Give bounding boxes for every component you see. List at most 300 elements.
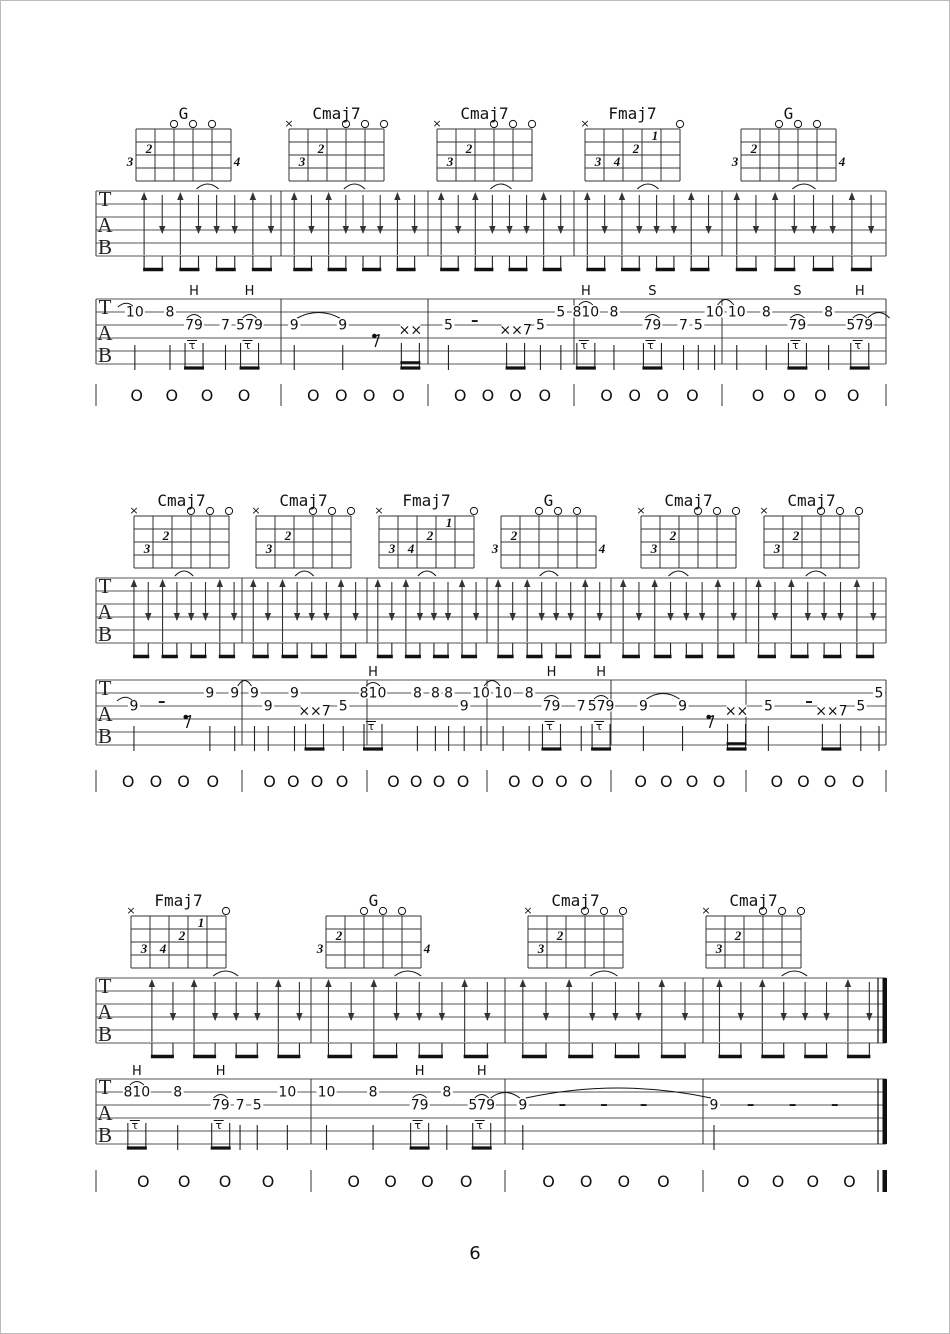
strum-tie-arc <box>637 184 658 189</box>
strum-up-arrowhead <box>759 979 765 987</box>
open-beat-letter: O <box>814 386 827 405</box>
tab-note-number: 79 <box>211 1097 230 1114</box>
open-beat-letter: O <box>628 386 641 405</box>
finger-number: 1 <box>197 915 205 930</box>
finger-number: 1 <box>445 515 453 530</box>
muted-string-marker: × <box>636 504 646 517</box>
chord-name: G <box>783 104 794 123</box>
tab-note-number: 5 <box>856 698 866 715</box>
chord-diagram-Cmaj7 <box>636 491 739 568</box>
chord-name: Cmaj7 <box>279 491 328 510</box>
finger-number: 2 <box>750 141 758 156</box>
open-string-marker <box>713 507 720 514</box>
strum-up-arrowhead <box>854 579 860 587</box>
sheet-music-svg <box>1 1 950 1334</box>
strum-up-arrowhead <box>291 192 297 200</box>
chord-name: Fmaj7 <box>154 891 203 910</box>
hammer-on-letter: H <box>596 665 606 680</box>
tab-note-number: 79 <box>643 317 662 334</box>
strum-tie-arc <box>669 571 689 576</box>
muted-string-marker: × <box>129 504 139 517</box>
open-beat-letter: O <box>770 772 784 791</box>
open-string-marker <box>836 507 843 514</box>
tab-note-number: 10 <box>317 1084 336 1101</box>
muted-string-marker: × <box>580 117 590 130</box>
finger-number: 2 <box>632 141 640 156</box>
open-beat-letter: O <box>335 772 349 791</box>
open-beat-letter: O <box>797 772 810 791</box>
chord-diagram-Cmaj7 <box>759 491 862 568</box>
tab-note-number: 79 <box>410 1097 429 1114</box>
chord-diagram-Cmaj7 <box>432 104 535 181</box>
thumb-marker: τ <box>595 720 603 733</box>
finger-number: 1 <box>651 128 659 143</box>
open-string-marker <box>379 907 386 914</box>
open-string-marker <box>208 120 215 127</box>
open-beat-letter: O <box>456 772 470 791</box>
open-beat-letter: O <box>685 772 699 791</box>
open-beat-letter: O <box>579 772 593 791</box>
open-beat-letter: O <box>334 386 348 405</box>
strum-up-arrowhead <box>131 579 137 587</box>
strum-up-arrowhead <box>772 192 778 200</box>
strum-up-arrowhead <box>659 979 665 987</box>
open-beat-letter: O <box>579 1172 593 1191</box>
finger-number: 2 <box>556 928 564 943</box>
open-string-marker <box>189 120 196 127</box>
strum-up-arrowhead <box>279 579 285 587</box>
finger-number: 3 <box>140 941 148 956</box>
slur-arc <box>646 694 679 700</box>
open-beat-letter: O <box>421 1172 434 1191</box>
open-beat-letter: O <box>851 772 865 791</box>
open-beat-letter: O <box>261 1172 275 1191</box>
finger-number: 2 <box>145 141 153 156</box>
thumb-marker: τ <box>854 339 862 352</box>
open-beat-letter: O <box>263 772 276 791</box>
finger-number: 2 <box>162 528 170 543</box>
finger-number: 3 <box>594 154 602 169</box>
tab-note-number: 8 <box>412 685 422 702</box>
thumb-marker: τ <box>188 339 196 352</box>
staff-clef-letter-B: B <box>97 1123 113 1147</box>
open-string-marker <box>360 907 367 914</box>
tab-note-number: 5 <box>252 1097 262 1114</box>
open-beat-letter: O <box>736 1172 750 1191</box>
tab-note-number: 7 <box>235 1097 245 1114</box>
tab-note-number: 9 <box>290 685 299 702</box>
open-beat-letter: O <box>656 386 670 405</box>
open-beat-letter: O <box>686 386 699 405</box>
tab-note-number: 10 <box>705 304 724 321</box>
open-string-marker <box>347 507 354 514</box>
tab-note-number: 9 <box>678 698 688 715</box>
chord-diagram-G <box>126 104 241 181</box>
system-2 <box>96 491 886 792</box>
hammer-on-letter: H <box>215 1064 226 1079</box>
strum-up-arrowhead <box>619 192 625 200</box>
finger-number: 2 <box>510 528 518 543</box>
hammer-on-letter: H <box>189 284 199 299</box>
tab-note-number: 5 <box>556 304 566 321</box>
tab-note-number: 8 <box>524 685 534 702</box>
strum-up-arrowhead <box>734 192 740 200</box>
finger-number: 4 <box>838 154 846 169</box>
finger-number: 3 <box>650 541 658 556</box>
finger-number: 4 <box>423 941 431 956</box>
tab-note-number: 579 <box>468 1097 496 1114</box>
finger-number: 4 <box>613 154 621 169</box>
strum-up-arrowhead <box>459 579 465 587</box>
open-beat-letter: O <box>657 1172 670 1191</box>
tab-note-number: 79 <box>788 317 807 334</box>
tab-note-number: 10 <box>472 685 490 702</box>
open-string-marker <box>380 120 387 127</box>
thumb-marker: τ <box>244 339 251 352</box>
open-beat-letter: O <box>509 386 522 405</box>
open-string-marker <box>794 120 801 127</box>
open-beat-letter: O <box>218 1172 232 1191</box>
staff-clef-letter-B: B <box>97 724 113 748</box>
muted-string-marker: × <box>432 117 442 130</box>
finger-number: 4 <box>407 541 415 556</box>
thumb-marker: τ <box>414 1119 421 1132</box>
chord-diagram-Fmaj7 <box>580 104 683 181</box>
chord-diagram-Cmaj7 <box>251 491 354 568</box>
strum-up-arrowhead <box>141 192 147 200</box>
open-beat-letter: O <box>453 386 467 405</box>
strum-up-arrowhead <box>584 192 590 200</box>
tab-note-number: 9 <box>250 685 259 702</box>
hammer-on-letter: H <box>244 284 255 299</box>
tab-note-number: 5 <box>874 685 884 702</box>
strum-up-arrowhead <box>325 192 331 200</box>
staff-clef-letter-A: A <box>97 321 113 345</box>
chord-name: Fmaj7 <box>608 104 657 123</box>
open-string-marker <box>619 907 626 914</box>
open-beat-letter: O <box>200 386 214 405</box>
open-beat-letter: O <box>846 386 860 405</box>
finger-number: 2 <box>669 528 677 543</box>
open-beat-letter: O <box>432 772 446 791</box>
open-beat-letter: O <box>409 772 423 791</box>
strum-up-arrowhead <box>566 979 572 987</box>
tab-note-number: 9 <box>518 1097 528 1114</box>
tab-dash: – <box>558 1095 567 1113</box>
tab-note-number: 8 <box>430 685 440 702</box>
open-string-marker <box>328 507 335 514</box>
open-beat-letter: O <box>392 386 405 405</box>
tab-dash: – <box>746 1095 755 1113</box>
finger-number: 3 <box>388 541 396 556</box>
tab-note-number: ××7 <box>298 703 331 720</box>
strum-up-arrowhead <box>788 579 794 587</box>
finger-number: 4 <box>598 541 606 556</box>
strum-up-arrowhead <box>375 579 381 587</box>
tab-dash: – <box>157 692 166 711</box>
tab-note-number: 9 <box>129 698 139 715</box>
tab-note-number: 579 <box>236 317 263 334</box>
finger-number: 2 <box>426 528 434 543</box>
finger-number: 3 <box>446 154 454 169</box>
staff-clef-letter-T: T <box>98 1075 112 1099</box>
strum-up-arrowhead <box>250 579 256 587</box>
chord-name: Cmaj7 <box>729 891 778 910</box>
tab-note-number: 5 <box>763 698 773 715</box>
open-string-marker <box>170 120 177 127</box>
staff-clef-letter-A: A <box>97 600 113 624</box>
open-beat-letter: O <box>149 772 163 791</box>
open-beat-letter: O <box>531 772 545 791</box>
chord-name: G <box>178 104 189 123</box>
strum-tie-arc <box>540 571 559 576</box>
hammer-on-letter: H <box>131 1064 142 1079</box>
staff-clef-letter-A: A <box>97 1101 113 1125</box>
strum-tie-arc <box>295 571 314 576</box>
chord-name: Cmaj7 <box>787 491 836 510</box>
open-string-marker <box>535 507 542 514</box>
page-number: 6 <box>469 1243 481 1264</box>
thumb-marker: τ <box>580 339 588 352</box>
open-beat-letter: O <box>782 386 796 405</box>
open-string-marker <box>398 907 405 914</box>
open-string-marker <box>509 120 516 127</box>
open-beat-letter: O <box>384 1172 397 1191</box>
strum-up-arrowhead <box>755 579 761 587</box>
staff-clef-letter-B: B <box>97 622 113 646</box>
thumb-marker: τ <box>476 1119 484 1132</box>
slur-arc <box>526 1088 711 1098</box>
strum-tie-arc <box>782 971 807 976</box>
open-beat-letter: O <box>137 1172 150 1191</box>
strum-up-arrowhead <box>849 192 855 200</box>
strum-up-arrowhead <box>524 579 530 587</box>
final-thick-barline <box>883 978 888 1043</box>
finger-number: 2 <box>792 528 800 543</box>
chord-row <box>126 104 846 181</box>
tab-note-number: 579 <box>846 317 874 334</box>
slide-letter: S <box>648 284 657 299</box>
muted-string-marker: × <box>701 904 711 917</box>
chord-diagram-G <box>731 104 846 181</box>
chord-diagram-G <box>316 891 431 968</box>
tab-note-number: 8 <box>609 304 619 321</box>
muted-string-marker: × <box>251 504 261 517</box>
finger-number: 4 <box>233 154 241 169</box>
strum-up-arrowhead <box>177 192 183 200</box>
open-beat-letter: O <box>507 772 521 791</box>
tab-note-number: 7 <box>576 698 586 715</box>
tab-note-number: 10 <box>125 304 144 321</box>
staff-clef-letter-T: T <box>98 974 112 998</box>
strum-tie-arc <box>196 184 218 189</box>
strum-up-arrowhead <box>394 192 400 200</box>
hammer-on-letter: H <box>368 665 378 680</box>
tab-note-number: 5 <box>443 317 453 334</box>
open-string-marker <box>775 120 782 127</box>
strum-up-arrowhead <box>540 192 546 200</box>
strum-staff-group <box>96 971 887 1057</box>
tab-staff-group <box>96 665 886 751</box>
open-beat-letter: O <box>286 772 300 791</box>
tab-dash: – <box>470 311 479 330</box>
chord-name: Cmaj7 <box>312 104 361 123</box>
strum-up-arrowhead <box>845 979 851 987</box>
strum-up-arrowhead <box>495 579 501 587</box>
open-string-marker <box>470 507 477 514</box>
tab-note-number: 5 <box>535 317 545 334</box>
finger-number: 3 <box>265 541 273 556</box>
open-beat-letter: O <box>712 772 726 791</box>
chord-diagram-Cmaj7 <box>284 104 387 181</box>
open-beat-letter: O <box>130 386 143 405</box>
chord-name: Cmaj7 <box>664 491 713 510</box>
finger-number: 3 <box>298 154 306 169</box>
tab-note-number: 9 <box>263 698 273 715</box>
strum-up-arrowhead <box>338 579 344 587</box>
tab-note-number: 810 <box>123 1084 151 1101</box>
tab-note-number: 10 <box>494 685 513 702</box>
tab-note-number: 9 <box>289 317 299 334</box>
slide-letter: S <box>793 284 802 299</box>
tab-note-number: 8 <box>173 1084 183 1101</box>
tab-note-number: ×× <box>398 322 423 339</box>
thumb-marker: τ <box>792 339 799 352</box>
strum-up-arrowhead <box>159 579 165 587</box>
staff-clef-letter-T: T <box>98 187 112 211</box>
chord-diagram-Cmaj7 <box>523 891 626 968</box>
staff-clef-letter-T: T <box>98 574 112 598</box>
tab-note-number: 9 <box>205 685 215 702</box>
open-beat-letter: O <box>481 386 495 405</box>
strum-tie-arc <box>344 184 365 189</box>
strum-tie-arc <box>806 571 826 576</box>
open-beat-letter: O <box>751 386 765 405</box>
open-beat-letter: O <box>617 1172 631 1191</box>
strum-up-arrowhead <box>716 979 722 987</box>
strum-up-arrowhead <box>250 192 256 200</box>
o-row-group <box>96 1170 887 1192</box>
open-beat-letter: O <box>177 772 190 791</box>
staff-clef-letter-T: T <box>98 676 112 700</box>
open-string-marker <box>855 507 862 514</box>
muted-string-marker: × <box>523 904 533 917</box>
muted-string-marker: × <box>759 504 769 517</box>
slur-arc <box>297 313 340 319</box>
strum-up-arrowhead <box>403 579 409 587</box>
staff-clef-letter-B: B <box>97 343 113 367</box>
tab-note-number: 9 <box>459 698 469 715</box>
strum-up-arrowhead <box>371 979 377 987</box>
tab-note-number: 79 <box>542 698 561 715</box>
chord-diagram-Cmaj7 <box>701 891 804 968</box>
chord-diagram-Fmaj7 <box>126 891 229 968</box>
tab-note-number: 9 <box>230 685 240 702</box>
finger-number: 3 <box>731 154 739 169</box>
strum-staff-group <box>96 571 886 657</box>
tab-note-number: 10 <box>727 304 746 321</box>
open-string-marker <box>813 120 820 127</box>
chord-name: G <box>543 491 554 510</box>
open-string-marker <box>778 907 785 914</box>
tab-note-number: 579 <box>587 698 615 715</box>
hammer-on-letter: H <box>546 665 557 680</box>
tab-note-number: 7 <box>221 317 230 334</box>
strum-up-arrowhead <box>275 979 281 987</box>
strum-up-arrowhead <box>715 579 721 587</box>
open-beat-letter: O <box>362 386 376 405</box>
tab-note-number: ×× <box>724 703 749 720</box>
tab-note-number: 5 <box>338 698 348 715</box>
open-string-marker <box>222 907 229 914</box>
finger-number: 2 <box>284 528 292 543</box>
thumb-marker: τ <box>647 339 654 352</box>
tab-note-number: 8 <box>444 685 454 702</box>
tab-note-number: ××7 <box>815 703 848 720</box>
open-string-marker <box>676 120 683 127</box>
finger-number: 3 <box>316 941 324 956</box>
strum-tie-arc <box>792 184 815 189</box>
strum-up-arrowhead <box>688 192 694 200</box>
chord-row <box>126 891 804 968</box>
staff-clef-letter-B: B <box>97 1022 113 1046</box>
tab-dash: – <box>831 1095 839 1113</box>
thumb-marker: τ <box>367 720 375 733</box>
finger-number: 2 <box>734 928 742 943</box>
finger-number: 2 <box>178 928 186 943</box>
finger-number: 3 <box>715 941 723 956</box>
open-beat-letter: O <box>347 1172 360 1191</box>
o-row-group <box>96 770 886 792</box>
open-beat-letter: O <box>310 772 324 791</box>
open-beat-letter: O <box>206 772 220 791</box>
open-beat-letter: O <box>121 772 135 791</box>
system-3 <box>96 891 887 1192</box>
open-beat-letter: O <box>177 1172 191 1191</box>
tab-dash: – <box>600 1095 608 1113</box>
strum-tie-arc <box>213 971 238 976</box>
strum-up-arrowhead <box>217 579 223 587</box>
open-beat-letter: O <box>387 772 400 791</box>
finger-number: 2 <box>465 141 473 156</box>
open-beat-letter: O <box>237 386 251 405</box>
open-beat-letter: O <box>542 1172 555 1191</box>
staff-clef-letter-A: A <box>97 1000 113 1024</box>
open-beat-letter: O <box>459 1172 473 1191</box>
tab-note-number: 810 <box>359 685 387 702</box>
staff-clef-letter-A: A <box>97 213 113 237</box>
tab-note-number: 79 <box>185 317 203 334</box>
finger-number: 2 <box>317 141 325 156</box>
muted-string-marker: × <box>126 904 136 917</box>
strum-up-arrowhead <box>438 192 444 200</box>
tab-note-number: 9 <box>338 317 348 334</box>
chord-name: Cmaj7 <box>551 891 600 910</box>
tab-staff-group <box>96 1064 887 1150</box>
tab-note-number: 7 <box>679 317 688 334</box>
thumb-marker: τ <box>546 720 553 733</box>
muted-string-marker: × <box>284 117 294 130</box>
o-row-group <box>96 384 886 406</box>
open-string-marker <box>206 507 213 514</box>
o-row-final-thick <box>883 1170 888 1192</box>
strum-up-arrowhead <box>191 979 197 987</box>
strum-tie-arc <box>490 184 511 189</box>
tab-staff-group <box>96 284 890 370</box>
staff-clef-letter-B: B <box>97 235 113 259</box>
open-beat-letter: O <box>555 772 568 791</box>
open-beat-letter: O <box>600 386 613 405</box>
